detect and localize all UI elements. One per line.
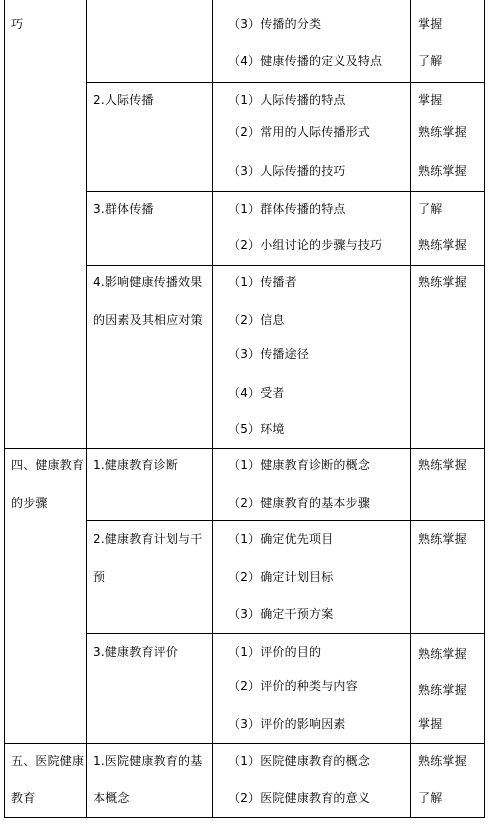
- requirement-level: 熟练掌握: [418, 647, 467, 661]
- module-cell-text: 的步骤: [11, 496, 48, 510]
- unit-cell-text: 1.医院健康教育的基: [93, 754, 203, 768]
- content-item: （2）医院健康教育的意义: [228, 791, 371, 805]
- module-cell-text: 巧: [11, 17, 24, 31]
- requirement-level: 掌握: [418, 93, 443, 107]
- requirement-level: 熟练掌握: [418, 754, 467, 768]
- unit-cell-text: 3.健康教育评价: [93, 645, 179, 659]
- content-item: （1）健康教育诊断的概念: [228, 458, 371, 472]
- content-item: （1）传播者: [228, 275, 297, 289]
- requirement-level: 了解: [418, 791, 443, 805]
- content-item: （2）信息: [228, 313, 285, 327]
- content-item: （4）受者: [228, 386, 285, 400]
- row-rule-7: [4, 743, 485, 744]
- requirement-level: 了解: [418, 54, 443, 68]
- requirement-level: 熟练掌握: [418, 532, 467, 546]
- row-rule-3: [86, 265, 485, 266]
- unit-cell-text: 1.健康教育诊断: [93, 458, 179, 472]
- column-rule-4: [484, 0, 485, 818]
- requirement-level: 熟练掌握: [418, 275, 467, 289]
- row-rule-4: [4, 448, 485, 449]
- requirement-level: 熟练掌握: [418, 125, 467, 139]
- content-item: （4）健康传播的定义及特点: [228, 54, 383, 68]
- row-rule-1: [86, 82, 485, 83]
- content-item: （3）人际传播的技巧: [228, 164, 346, 178]
- requirement-level: 了解: [418, 202, 443, 216]
- module-cell-text: 四、健康教育: [11, 458, 85, 472]
- content-item: （5）环境: [228, 422, 285, 436]
- content-item: （3）传播的分类: [228, 17, 322, 31]
- column-rule-0: [4, 0, 5, 818]
- requirement-level: 熟练掌握: [418, 683, 467, 697]
- content-item: （3）确定干预方案: [228, 607, 334, 621]
- row-rule-2: [86, 191, 485, 192]
- column-rule-2: [212, 0, 213, 818]
- content-item: （3）传播途径: [228, 347, 310, 361]
- module-cell-text: 教育: [11, 791, 36, 805]
- content-item: （2）评价的种类与内容: [228, 679, 358, 693]
- requirement-level: 熟练掌握: [418, 164, 467, 178]
- unit-cell-text: 4.影响健康传播效果: [93, 275, 203, 289]
- content-item: （1）医院健康教育的概念: [228, 754, 371, 768]
- column-rule-1: [86, 0, 87, 818]
- module-cell-text: 五、医院健康: [11, 754, 85, 768]
- requirement-level: 掌握: [418, 17, 443, 31]
- content-item: （1）群体传播的特点: [228, 202, 346, 216]
- column-rule-3: [410, 0, 411, 818]
- content-item: （2）确定计划目标: [228, 570, 334, 584]
- content-item: （2）小组讨论的步骤与技巧: [228, 238, 383, 252]
- row-rule-6: [86, 633, 485, 634]
- content-item: （3）评价的影响因素: [228, 717, 346, 731]
- unit-cell-text: 本概念: [93, 791, 130, 805]
- requirement-level: 掌握: [418, 717, 443, 731]
- unit-cell-text: 3.群体传播: [93, 202, 154, 216]
- content-item: （2）常用的人际传播形式: [228, 125, 371, 139]
- requirement-level: 熟练掌握: [418, 458, 467, 472]
- content-item: （1）评价的目的: [228, 645, 322, 659]
- unit-cell-text: 预: [93, 570, 106, 584]
- row-rule-8: [4, 817, 485, 818]
- content-item: （1）确定优先项目: [228, 532, 334, 546]
- content-item: （1）人际传播的特点: [228, 93, 346, 107]
- unit-cell-text: 2.健康教育计划与干: [93, 532, 203, 546]
- requirement-level: 熟练掌握: [418, 238, 467, 252]
- unit-cell-text: 的因素及其相应对策: [93, 313, 203, 327]
- unit-cell-text: 2.人际传播: [93, 93, 154, 107]
- row-rule-5: [86, 520, 485, 521]
- content-item: （2）健康教育的基本步骤: [228, 496, 371, 510]
